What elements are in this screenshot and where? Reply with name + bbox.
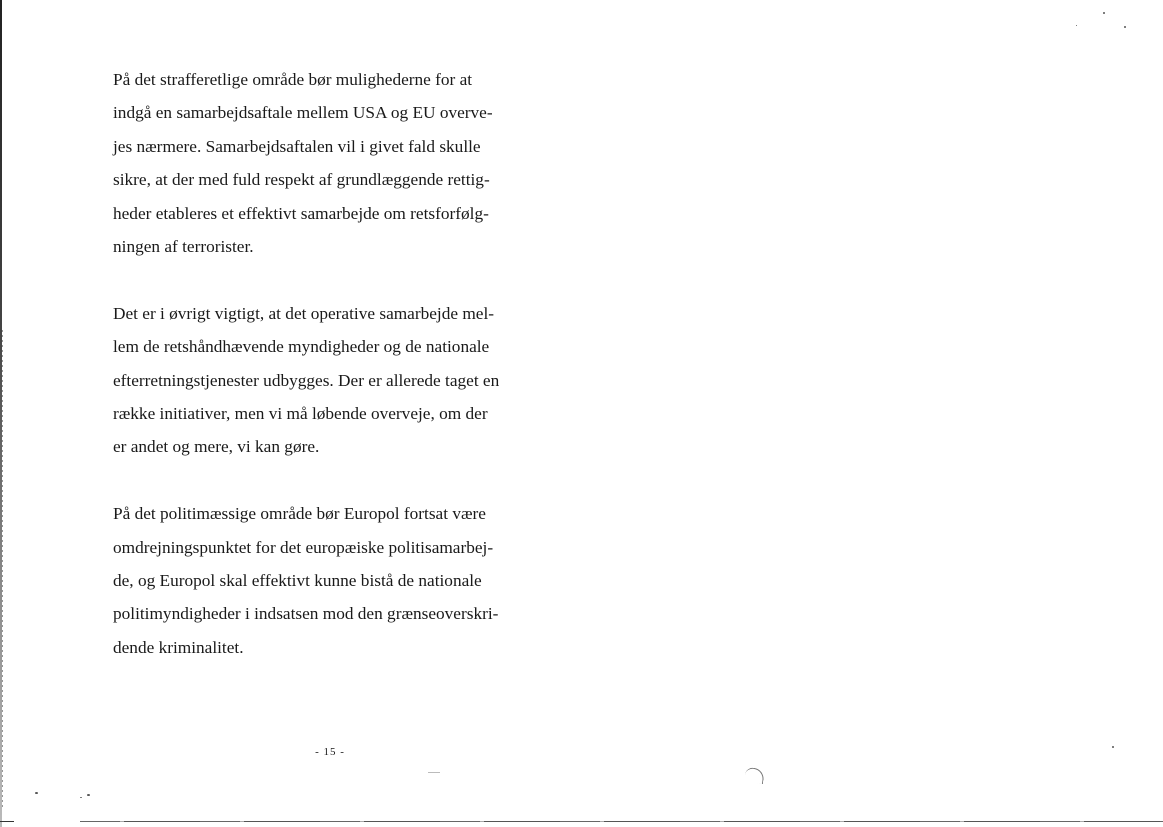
text-line: række initiativer, men vi må løbende overveje, om der [113,404,488,424]
text-line: indgå en samarbejdsaftale mellem USA og EU overve- [113,103,493,123]
document-body [113,63,553,698]
text-line: efterretningstjenester udbygges. Der er allerede taget en [113,370,500,390]
scan-speck [87,794,90,796]
scan-speck [1124,26,1126,28]
text-line: er andet og mere, vi kan gøre. [113,437,320,457]
scan-speck [1076,25,1077,26]
scan-edge-dots [2,330,3,810]
text-line: På det strafferetlige område bør mulighederne for at [113,70,473,89]
scan-bottom-rule-left [0,821,14,822]
text-line: Det er i øvrigt vigtigt, at det operative samarbejde mel- [113,303,495,323]
scan-speck [1112,746,1114,748]
text-line: omdrejningspunktet for det europæiske politisamarbej- [113,537,494,557]
paragraph-criminal-law [113,63,553,263]
scan-speck [1103,12,1105,14]
text-line: lem de retshåndhævende myndigheder og de nationale [113,337,490,357]
text-line: de, og Europol skal effektivt kunne bistå de nationale [113,571,482,591]
scan-bottom-rule [80,821,1163,822]
scan-speck [35,792,38,794]
text-line: dende kriminalitet. [113,637,244,657]
paragraph-europol [113,497,553,664]
scan-speck [80,797,82,798]
text-line: På det politimæssige område bør Europol fortsat være [113,504,486,524]
text-line: ningen af terrorister. [113,237,254,257]
text-line: jes nærmere. Samarbejdsaftalen vil i givet fald skulle [113,136,481,156]
text-line: heder etableres et effektivt samarbejde om retsforfølg- [113,203,489,223]
scan-mark [428,772,440,773]
page-number: - 15 - [315,746,345,758]
text-line: sikre, at der med fuld respekt af grundlæggende rettig- [113,170,490,190]
scan-mark [744,767,765,784]
paragraph-operative-cooperation [113,297,553,464]
text-line: politimyndigheder i indsatsen mod den grænseoverskri- [113,604,499,624]
